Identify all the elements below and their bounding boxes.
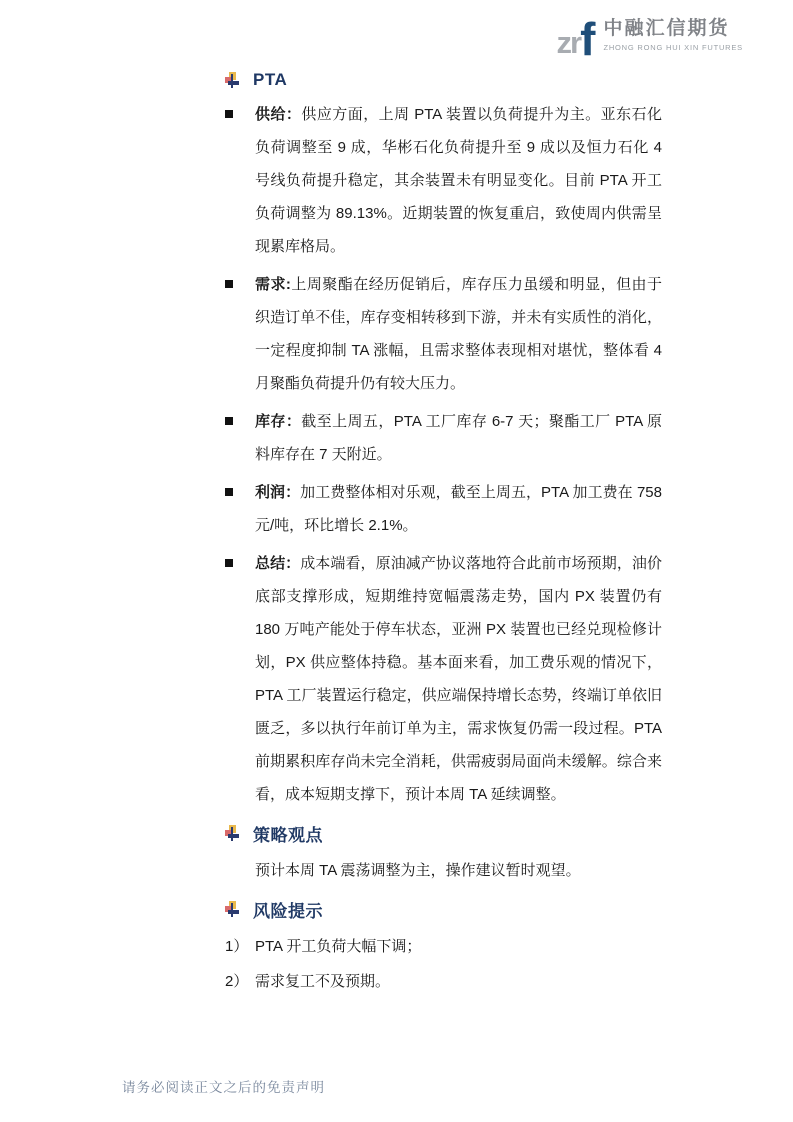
bullet-supply-text: 供应方面，上周 PTA 装置以负荷提升为主。亚东石化负荷调整至 9 成，华彬石化负荷提升至 9 成以及恒力石化 4 号线负荷提升稳定，其余装置未有明显变化。目前 PTA 开工负荷调整为 89.13%。近期装置的恢复重启，致使周内供需呈现累库格局。 (255, 106, 662, 255)
bullet-summary-label: 总结： (255, 555, 301, 572)
pinwheel-icon (225, 825, 240, 842)
risk-2-number: 2） (225, 973, 249, 990)
company-logo (556, 12, 743, 65)
square-bullet-icon (225, 476, 255, 542)
bullet-profit-label: 利润： (255, 484, 301, 501)
logo-zr-letters: zr (556, 25, 581, 60)
bullet-summary (225, 547, 662, 811)
risk-1-text: PTA 开工负荷大幅下调； (255, 938, 422, 955)
risk-item-1 (225, 930, 662, 963)
square-bullet-icon (225, 98, 255, 263)
section-heading-strategy (225, 821, 662, 846)
logo-names (603, 18, 743, 52)
bullet-profit (225, 476, 662, 542)
risk-2-text: 需求复工不及预期。 (255, 973, 391, 990)
square-bullet-icon (225, 268, 255, 400)
company-name-cn: 中融汇信期货 (603, 18, 730, 39)
report-body (225, 70, 662, 1000)
bullet-inventory-label: 库存： (255, 413, 302, 430)
pta-heading-label: PTA (253, 70, 288, 89)
footer-disclaimer: 请务必阅读正文之后的免责声明 (122, 1080, 325, 1095)
bullet-summary-text: 成本端看，原油减产协议落地符合此前市场预期，油价底部支撑形成，短期维持宽幅震荡走势，国内 PX 装置仍有 180 万吨产能处于停车状态，亚洲 PX 装置也已经兑现检修计划，PX 供应整体持稳。基本面来看，加工费乐观的情况下，PTA 工厂装置运行稳定，供应端保持增长态势，终端订单依旧匮乏，多以执行年前订单为主，需求恢复仍需一段过程。PTA 前期累积库存尚未完全消耗，供需疲弱局面尚未缓解。综合来看，成本短期支撑下，预计本周 TA 延续调整。 (255, 555, 662, 803)
company-name-en: ZHONG RONG HUI XIN FUTURES (603, 43, 743, 52)
strategy-paragraph: 预计本周 TA 震荡调整为主，操作建议暂时观望。 (255, 862, 581, 879)
bullet-inventory-text: 截至上周五，PTA 工厂库存 6-7 天；聚酯工厂 PTA 原料库存在 7 天附近。 (255, 413, 662, 463)
bullet-supply (225, 98, 662, 263)
section-heading-pta (225, 70, 662, 90)
pinwheel-icon (225, 901, 240, 918)
section-heading-risk (225, 897, 662, 922)
logo-f-letter: f (580, 13, 594, 65)
risk-item-2 (225, 965, 662, 998)
square-bullet-icon (225, 405, 255, 471)
risk-1-number: 1） (225, 938, 249, 955)
strategy-heading-label: 策略观点 (253, 826, 323, 845)
bullet-demand-label: 需求: (255, 276, 291, 293)
risk-heading-label: 风险提示 (253, 902, 323, 921)
bullet-demand-text: 上周聚酯在经历促销后，库存压力虽缓和明显，但由于织造订单不佳，库存变相转移到下游，并未有实质性的消化，一定程度抑制 TA 涨幅，且需求整体表现相对堪忧，整体看 4 月聚酯负荷提升仍有较大压力。 (255, 276, 662, 392)
bullet-profit-text: 加工费整体相对乐观，截至上周五，PTA 加工费在 758 元/吨，环比增长 2.1%。 (255, 484, 662, 534)
bullet-demand (225, 268, 662, 400)
bullet-supply-label: 供给： (255, 106, 302, 123)
bullet-inventory (225, 405, 662, 471)
square-bullet-icon (225, 547, 255, 811)
pinwheel-icon (225, 72, 240, 89)
logo-zrf-wordmark (556, 12, 594, 65)
pta-bullet-list (225, 98, 662, 811)
